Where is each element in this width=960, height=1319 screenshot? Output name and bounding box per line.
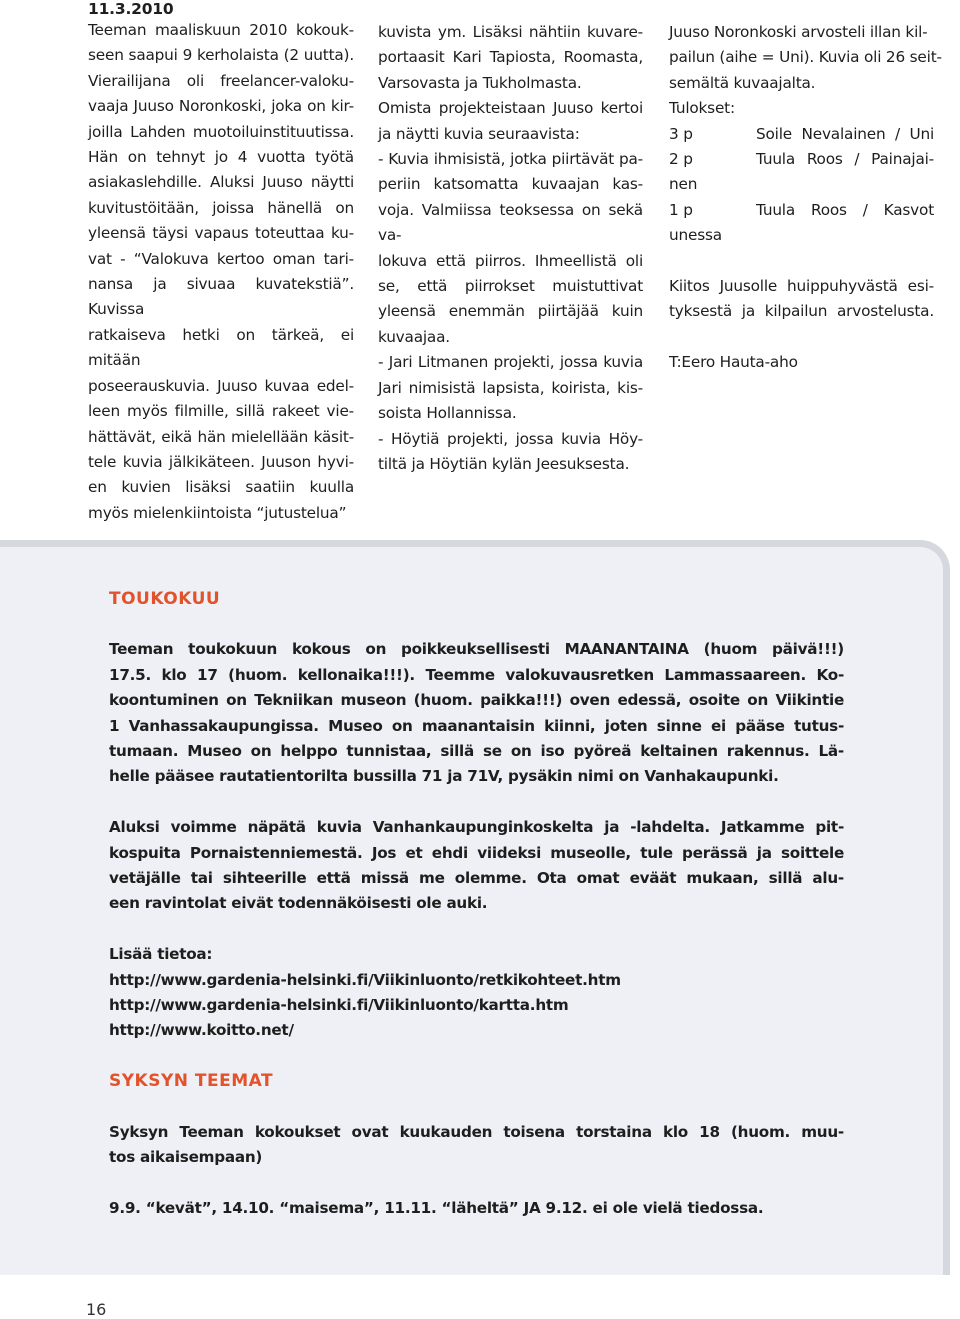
link-text: http://www.gardenia-helsinki.fi/Viikinluonto/kartta.htm xyxy=(109,996,569,1015)
text-line: Teeman toukokuun kokous on poikkeuksellisesti MAANANTAINA (huom päivä!!!) xyxy=(109,640,844,659)
result-row xyxy=(669,198,934,223)
result-row xyxy=(669,122,934,147)
text-line: vat - “Valokuva kertoo oman tari- xyxy=(88,249,354,268)
article-column-2 xyxy=(378,20,643,477)
text-line: Juuso Noronkoski arvosteli illan kil- xyxy=(669,23,928,41)
may-paragraph-1 xyxy=(109,637,844,789)
text-line: soista Hollannissa. xyxy=(378,404,517,423)
text-line: tos aikaisempaan) xyxy=(109,1148,263,1167)
result-points: 3 p xyxy=(669,124,693,143)
text-line: koontuminen on Tekniikan museon (huom. paikka!!!) oven edessä, osoite on Viikintie xyxy=(109,691,844,710)
column-1-text xyxy=(88,18,354,526)
text-line: Varsovasta ja Tukholmasta. xyxy=(378,73,582,92)
text-line: kuvitustöitään, joissa hänellä on xyxy=(88,198,354,217)
text-line: se, että piirrokset muistuttivat xyxy=(378,277,643,296)
text-line: Tulokset: xyxy=(669,99,735,118)
result-points: 2 p xyxy=(669,150,693,169)
text-line: Omista projekteistaan Juuso kertoi xyxy=(378,99,643,118)
text-line: 1 Vanhassakaupungissa. Museo on maanantaisin kiinni, joten sinne ei pääse tutus- xyxy=(109,716,844,735)
competition-results xyxy=(669,122,934,249)
text-line: een ravintolat eivät todennäköisesti ole auki. xyxy=(109,894,488,913)
text-line: seen saapui 9 kerholaista (2 uutta). xyxy=(88,46,354,65)
link-text: http://www.gardenia-helsinki.fi/Viikinluonto/retkikohteet.htm xyxy=(109,970,621,989)
announcement-box xyxy=(0,540,950,1275)
text-line: tumaan. Museo on helppo tunnistaa, sillä se on iso pyöreä keltainen rakennus. Lä- xyxy=(109,742,844,761)
text-line: - Kuvia ihmisistä, jotka piirtävät pa- xyxy=(378,150,643,169)
text-line: pailun (aihe = Uni). Kuvia oli 26 seit- xyxy=(669,48,942,67)
result-entry: Tuula Roos / Kasvot xyxy=(756,200,934,219)
announcement-content xyxy=(109,587,844,1221)
text-line: ja näytti kuvia seuraavista: xyxy=(378,124,580,143)
text-line: Jari nimisistä lapsista, koirista, kis- xyxy=(378,378,643,397)
text-line: - Höytiä projekti, jossa kuvia Höy- xyxy=(378,429,643,448)
may-paragraph-2 xyxy=(109,815,844,917)
text-line: voja. Valmiissa teoksessa on sekä va- xyxy=(378,200,643,245)
link-list xyxy=(109,968,844,1044)
text-line: kuvaajaa. xyxy=(378,327,450,346)
text-line: lokuva että piirros. Ihmeellistä oli xyxy=(378,251,643,270)
text-line: yleensä täysi vapaus toteuttaa ku- xyxy=(88,224,354,243)
thanks-text xyxy=(669,274,934,325)
text-line: ratkaiseva hetki on tärkeä, ei mitään xyxy=(88,325,354,370)
text-line: Aluksi voimme näpätä kuvia Vanhankaupunginkoskelta ja -lahdelta. Jatkamme pit- xyxy=(109,818,844,837)
autumn-paragraph xyxy=(109,1120,844,1171)
text-line: kospuita Pornaistenniemestä. Jos et ehdi viideksi museolle, tule perässä ja soittele xyxy=(109,843,844,862)
column-2-text xyxy=(378,20,643,477)
text-line: Hän on tehnyt jo 4 vuotta työtä xyxy=(88,148,354,167)
article-column-3 xyxy=(669,20,942,376)
text-line: Syksyn Teeman kokoukset ovat kuukauden toisena torstaina klo 18 (huom. muu- xyxy=(109,1122,844,1141)
author-credit: T:Eero Hauta-aho xyxy=(669,353,798,372)
text-line: poseerauskuvia. Juuso kuvaa edel- xyxy=(88,376,354,395)
text-line: kuvista ym. Lisäksi nähtiin kuvare- xyxy=(378,23,643,41)
text-line: joilla Lahden muotoiluinstituutissa. xyxy=(88,122,354,141)
text-line: Teeman maaliskuun 2010 kokouk- xyxy=(88,21,354,39)
text-line: vaaja Juuso Noronkoski, joka on kir- xyxy=(88,97,354,116)
text-line: portaasit Kari Tapiosta, Roomasta, xyxy=(378,48,643,67)
link-text: http://www.koitto.net/ xyxy=(109,1021,294,1040)
result-entry: Tuula Roos / Painajai- xyxy=(756,150,934,169)
autumn-dates: 9.9. “kevät”, 14.10. “maisema”, 11.11. “läheltä” JA 9.12. ei ole vielä tiedossa. xyxy=(109,1198,764,1217)
text-line: asiakaslehdille. Aluksi Juuso näytti xyxy=(88,173,354,192)
text-line: Vierailijana oli freelancer-valoku- xyxy=(88,71,354,90)
result-entry-continued: nen xyxy=(669,175,698,194)
more-info-label: Lisää tietoa: xyxy=(109,945,213,964)
autumn-section-title: SYKSYN TEEMAT xyxy=(109,1071,274,1092)
text-line: tyksestä ja kilpailun arvostelusta. xyxy=(669,302,934,321)
result-entry-continued: unessa xyxy=(669,226,722,245)
text-line: en kuvien lisäksi saatiin kuulla xyxy=(88,478,354,497)
page-number: 16 xyxy=(86,1300,107,1319)
text-line: semältä kuvaajalta. xyxy=(669,73,816,92)
text-line: leen myös filmille, sillä rakeet vie- xyxy=(88,402,354,421)
text-line: yleensä enemmän piirtäjää kuin xyxy=(378,302,643,321)
column-3-text xyxy=(669,20,942,122)
text-line: - Jari Litmanen projekti, jossa kuvia xyxy=(378,353,643,372)
text-line: tiltä ja Höytiän kylän Jeesuksesta. xyxy=(378,454,630,473)
text-line: periin katsomatta kuvaajan kas- xyxy=(378,175,643,194)
text-line: Kiitos Juusolle huippuhyvästä esi- xyxy=(669,277,934,296)
meeting-date-heading: 11.3.2010 xyxy=(88,0,174,18)
text-line: 17.5. klo 17 (huom. kellonaika!!!). Teemme valokuvausretken Lammassaareen. Ko- xyxy=(109,665,844,684)
may-section-title: TOUKOKUU xyxy=(109,589,221,609)
text-line: nansa ja sivuaa kuvatekstiä”. Kuvissa xyxy=(88,275,354,319)
text-line: myös mielenkiintoista “jutustelua” xyxy=(88,503,347,522)
article-column-1 xyxy=(88,0,354,526)
text-line: vetäjälle tai sihteerille että missä me olemme. Ota omat eväät mukaan, sillä alu- xyxy=(109,869,844,888)
text-line: hättävät, eikä hän mielellään käsit- xyxy=(88,427,354,446)
result-points: 1 p xyxy=(669,200,693,219)
text-line: tele kuvia jälkikäteen. Juuson hyvi- xyxy=(88,452,354,471)
result-row xyxy=(669,147,934,172)
text-line: helle pääsee rautatientorilta bussilla 71 ja 71V, pysäkin nimi on Vanhakaupunki. xyxy=(109,767,779,786)
result-entry: Soile Nevalainen / Uni xyxy=(756,124,934,143)
